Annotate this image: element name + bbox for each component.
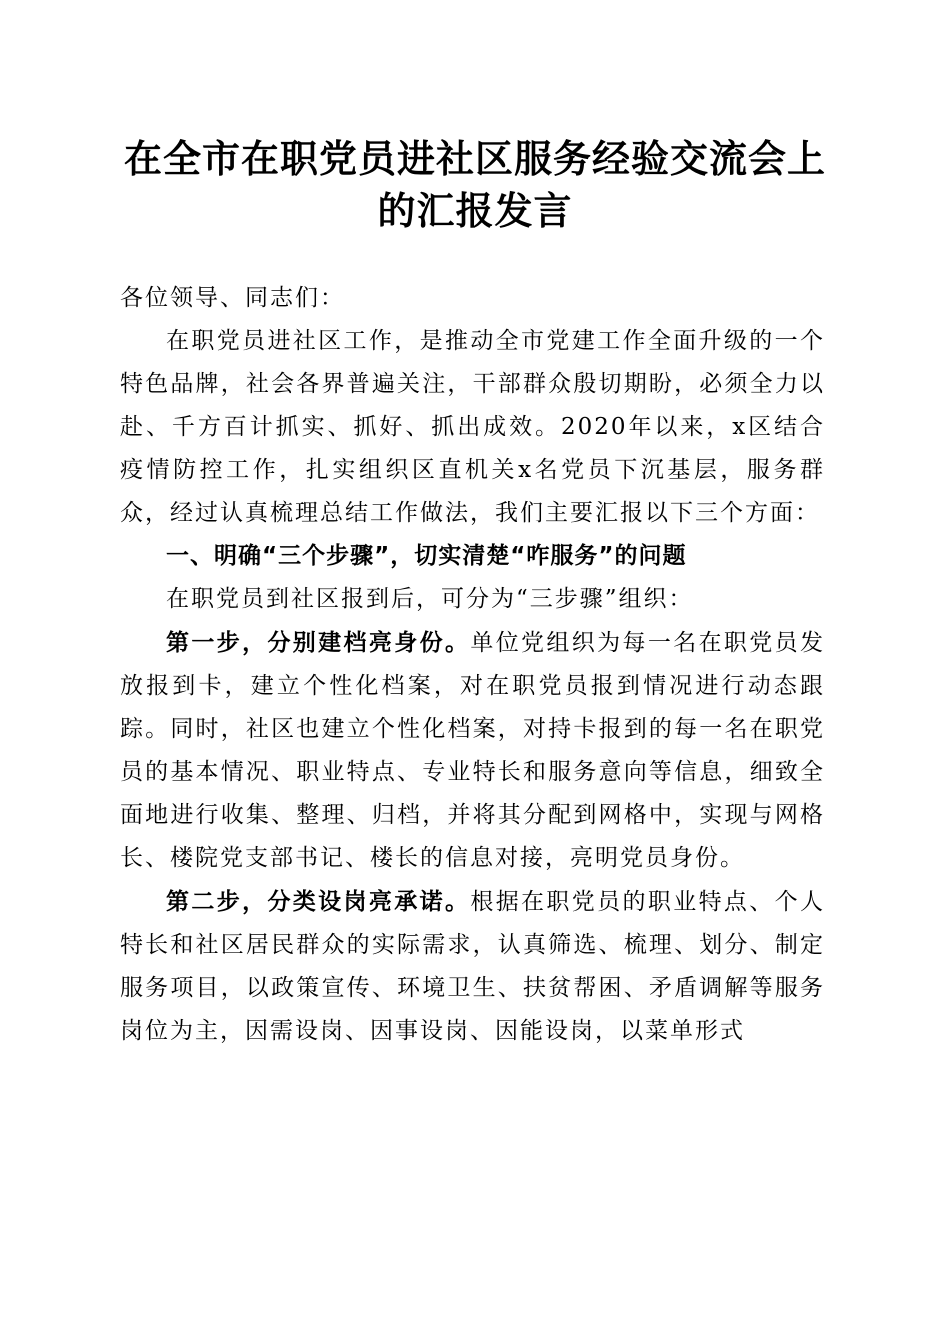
step2-text: 根据在职党员的职业特点、个人特长和社区居民群众的实际需求，认真筛选、梳理、划分、制定服务项目，以政策宣传、环境卫生、扶贫帮困、矛盾调解等服务岗位为主，因需设岗、因事设岗、因能设岗，以菜单形式	[120, 889, 826, 1044]
step2-title: 第二步，分类设岗亮承诺。	[166, 888, 471, 915]
document-body	[120, 277, 825, 1053]
salutation: 各位领导、同志们：	[120, 285, 345, 311]
intro-paragraph: 在职党员进社区工作，是推动全市党建工作全面升级的一个特色品牌，社会各界普遍关注，干部群众殷切期盼，必须全力以赴、千方百计抓实、抓好、抓出成效。2020年以来，x区结合疫情防控工作，扎实组织区直机关x名党员下沉基层，服务群众，经过认真梳理总结工作做法，我们主要汇报以下三个方面：	[120, 328, 825, 526]
section-heading: 一、明确“三个步骤”，切实清楚“咋服务”的问题	[166, 543, 687, 569]
step1-text: 单位党组织为每一名在职党员发放报到卡，建立个性化档案，对在职党员报到情况进行动态跟踪。同时，社区也建立个性化档案，对持卡报到的每一名在职党员的基本情况、职业特点、专业特长和服务意向等信息，细致全面地进行收集、整理、归档，并将其分配到网格中，实现与网格长、楼院党支部书记、楼长的信息对接，亮明党员身份。	[120, 630, 826, 871]
step1-paragraph	[120, 621, 825, 880]
section-lead-paragraph: 在职党员到社区报到后，可分为“三步骤”组织：	[166, 586, 694, 612]
step2-paragraph	[120, 880, 825, 1053]
step1-title: 第一步，分别建档亮身份。	[166, 629, 471, 656]
document-title: 在全市在职党员进社区服务经验交流会上的汇报发言	[123, 136, 826, 233]
